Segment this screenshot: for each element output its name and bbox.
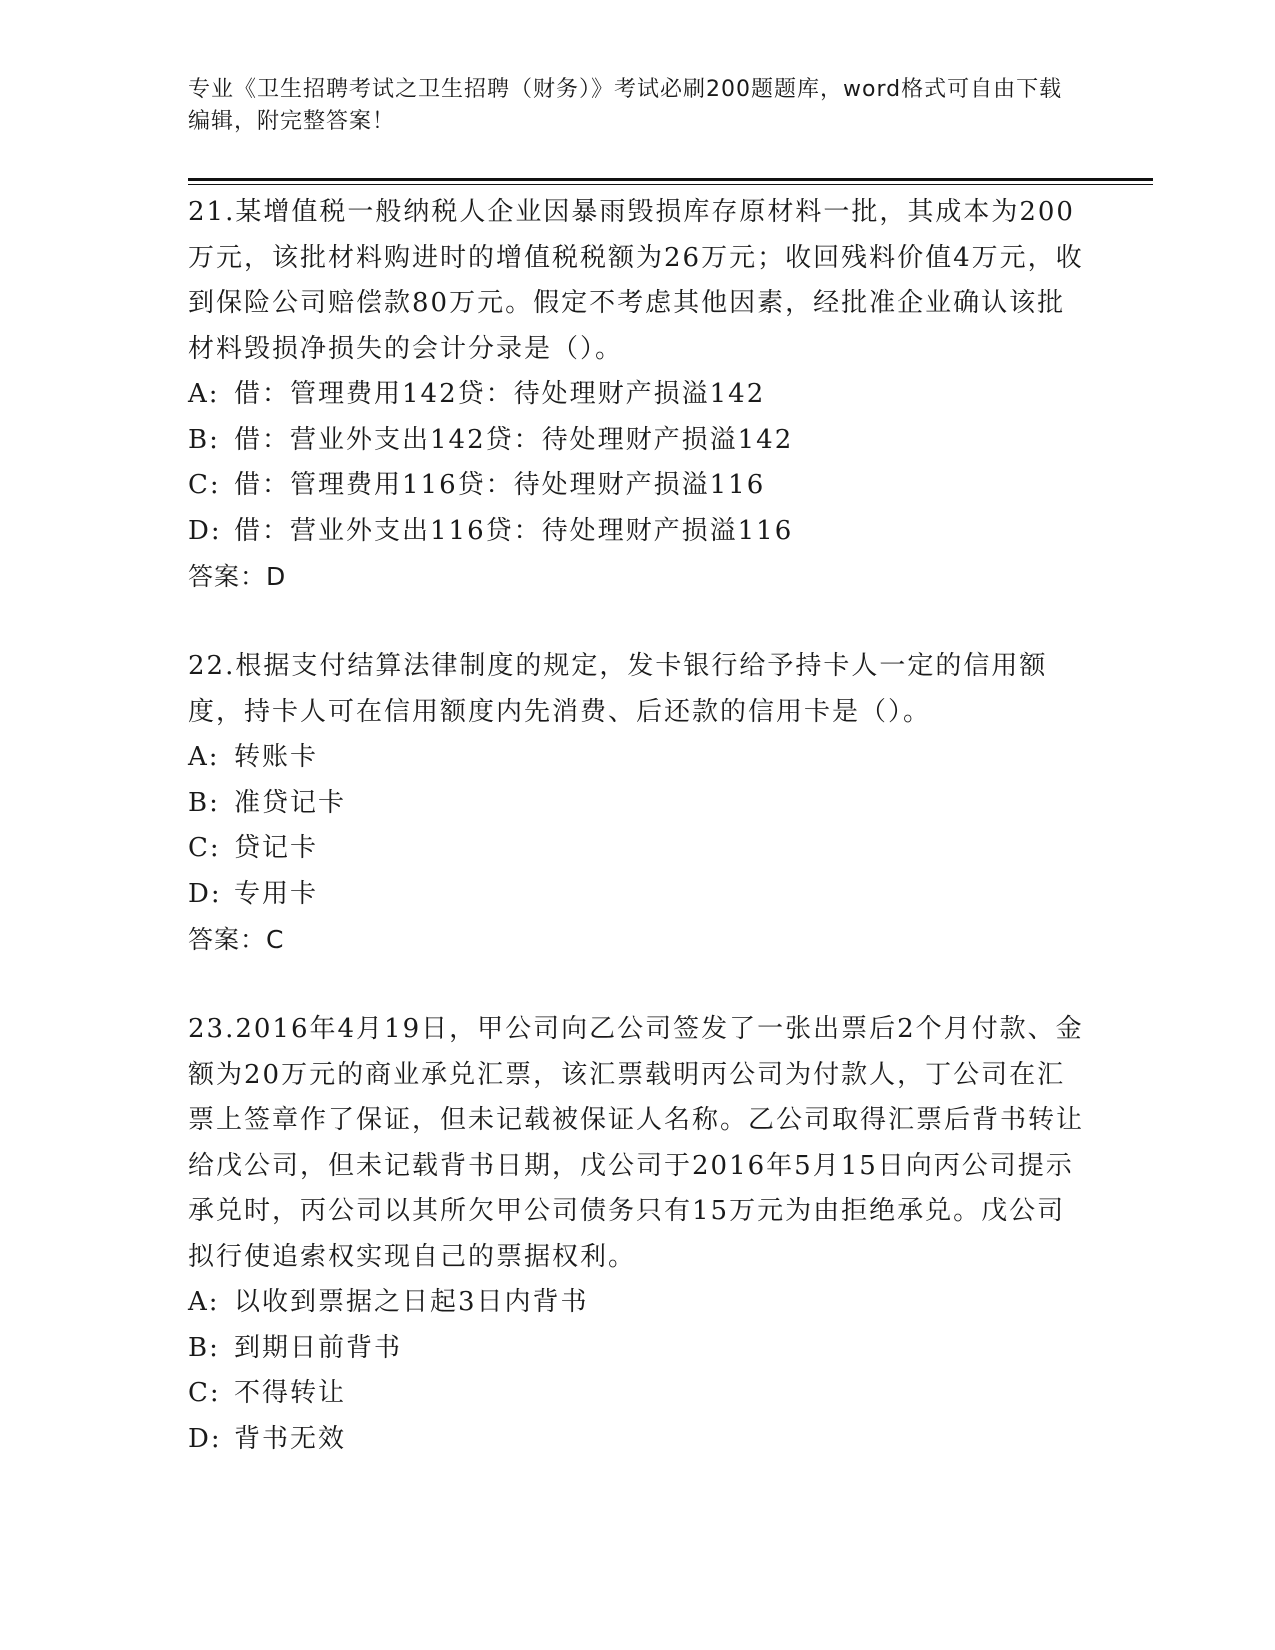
header-divider-thin <box>188 184 1153 185</box>
option-a <box>188 1280 1088 1326</box>
document-header: 专业《卫生招聘考试之卫生招聘（财务）》考试必刷200题题库，word格式可自由下载编辑，附完整答案！ <box>188 77 1063 134</box>
option-letter: B: <box>188 787 220 818</box>
option-text: 准贷记卡 <box>234 787 347 818</box>
option-b <box>188 781 1088 827</box>
option-letter: A: <box>188 1287 220 1317</box>
spacer <box>188 963 1088 1007</box>
option-c <box>188 463 1088 509</box>
option-letter: A: <box>188 379 220 409</box>
option-letter: C: <box>188 470 221 500</box>
option-text: 借：管理费用142贷：待处理财产损溢142 <box>234 379 766 409</box>
option-c <box>188 1371 1088 1417</box>
option-a <box>188 372 1088 418</box>
question-list <box>188 190 1088 1462</box>
option-letter: D: <box>188 878 222 909</box>
answer: 答案：D <box>188 562 287 591</box>
option-b <box>188 418 1088 464</box>
option-c <box>188 826 1088 872</box>
question-stem: 22.根据支付结算法律制度的规定，发卡银行给予持卡人一定的信用额度，持卡人可在信用额度内先消费、后还款的信用卡是（）。 <box>188 651 1048 727</box>
question-21 <box>188 190 1088 600</box>
answer: 答案：C <box>188 925 285 954</box>
option-letter: B: <box>188 1332 220 1363</box>
option-letter: D: <box>188 515 222 546</box>
option-b <box>188 1326 1088 1372</box>
option-d <box>188 509 1088 555</box>
option-letter: A: <box>188 742 220 772</box>
spacer <box>188 600 1088 644</box>
option-text: 以收到票据之日起3日内背书 <box>234 1287 589 1317</box>
header-divider-thick <box>188 178 1153 181</box>
option-d <box>188 872 1088 918</box>
option-letter: C: <box>188 833 221 863</box>
option-letter: D: <box>188 1423 222 1454</box>
option-text: 借：营业外支出116贷：待处理财产损溢116 <box>234 515 794 546</box>
option-text: 不得转让 <box>234 1378 347 1408</box>
option-text: 专用卡 <box>234 878 319 909</box>
option-letter: C: <box>188 1378 221 1408</box>
question-stem: 21.某增值税一般纳税人企业因暴雨毁损库存原材料一批，其成本为200万元，该批材料购进时的增值税税额为26万元；收回残料价值4万元，收到保险公司赔偿款80万元。假定不考虑其他因素，经批准企业确认该批材料毁损净损失的会计分录是（）。 <box>188 197 1084 364</box>
option-a <box>188 735 1088 781</box>
option-text: 转账卡 <box>234 742 319 772</box>
question-22 <box>188 644 1088 963</box>
option-text: 借：营业外支出142贷：待处理财产损溢142 <box>234 424 794 455</box>
option-text: 到期日前背书 <box>234 1332 403 1363</box>
option-d <box>188 1417 1088 1463</box>
option-text: 背书无效 <box>234 1423 347 1454</box>
option-text: 贷记卡 <box>234 833 319 863</box>
option-text: 借：管理费用116贷：待处理财产损溢116 <box>234 470 766 500</box>
question-23 <box>188 1007 1088 1462</box>
question-stem: 23.2016年4月19日，甲公司向乙公司签发了一张出票后2个月付款、金额为20万元的商业承兑汇票，该汇票载明丙公司为付款人，丁公司在汇票上签章作了保证，但未记载被保证人名称。乙公司取得汇票后背书转让给戊公司，但未记载背书日期，戊公司于2016年5月15日向丙公司提示承兑时，丙公司以其所欠甲公司债务只有15万元为由拒绝承兑。戊公司拟行使追索权实现自己的票据权利。 <box>188 1014 1085 1272</box>
option-letter: B: <box>188 424 220 455</box>
